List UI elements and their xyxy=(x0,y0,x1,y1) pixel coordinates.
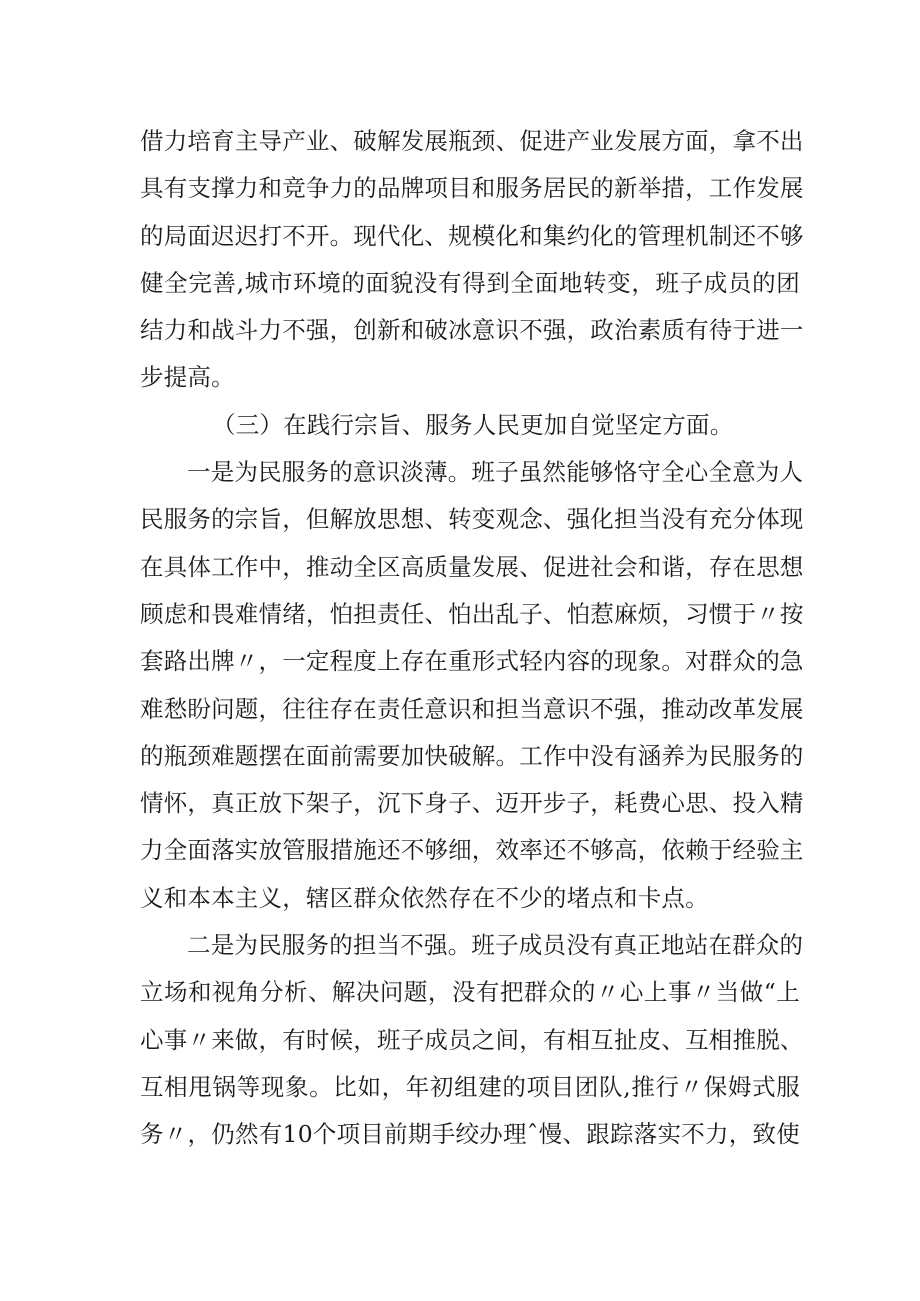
text-line: 在具体工作中，推动全区高质量发展、促进社会和谐，存在思想 xyxy=(140,552,804,581)
text-line: 健全完善,城市环境的面貌没有得到全面地转变，班子成员的团 xyxy=(140,268,800,297)
text-line: 借力培育主导产业、破解发展瓶颈、促进产业发展方面，拿不出 xyxy=(140,127,804,155)
text-line: 步提高。 xyxy=(140,363,235,392)
text-line: 具有支撑力和竞争力的品牌项目和服务居民的新举措，工作发展 xyxy=(140,174,804,203)
text-line: 套路出牌〃，一定程度上存在重形式轻内容的现象。对群众的急 xyxy=(140,647,804,676)
document-body xyxy=(140,118,804,1159)
text-line: 心事〃来做，有时候，班子成员之间，有相互扯皮、互相推脱、 xyxy=(140,1025,804,1054)
text-line: 的局面迟迟打不开。现代化、规模化和集约化的管理机制还不够 xyxy=(140,221,804,250)
text-line: 顾虑和畏难情绪，怕担责任、怕出乱子、怕惹麻烦，习惯于〃按 xyxy=(140,599,804,628)
text-line: 互相甩锅等现象。比如，年初组建的项目团队,推行〃保姆式服 xyxy=(140,1072,800,1101)
text-line: 立场和视角分析、解决问题，没有把群众的〃心上事〃当做“上 xyxy=(140,978,800,1007)
section-heading xyxy=(140,402,800,449)
text-line: 二是为民服务的担当不强。班子成员没有真正地站在群众的 xyxy=(187,931,804,960)
text-line: 结力和战斗力不强，创新和破冰意识不强，政治素质有待于进一 xyxy=(140,316,804,345)
text-line: 力全面落实放管服措施还不够细，效率还不够高，依赖于经验主 xyxy=(140,836,804,865)
text-line: 的瓶颈难题摆在面前需要加快破解。工作中没有涵养为民服务的 xyxy=(140,741,804,770)
text-line: 一是为民服务的意识淡薄。班子虽然能够恪守全心全意为人 xyxy=(187,458,804,487)
text-line: 义和本本主义，辖区群众依然存在不少的堵点和卡点。 xyxy=(140,883,709,912)
body-paragraph xyxy=(140,922,804,1158)
text-line: 民服务的宗旨，但解放思想、转变观念、强化担当没有充分体现 xyxy=(140,505,804,534)
text-line: 情怀，真正放下架子，沉下身子、迈开步子，耗费心思、投入精 xyxy=(140,789,804,818)
continuation-paragraph xyxy=(140,118,804,402)
text-line: 务〃，仍然有10个项目前期手绞办理ˆ慢、跟踪落实不力，致使 xyxy=(140,1120,800,1149)
text-line: 难愁盼问题，往往存在责任意识和担当意识不强，推动改革发展 xyxy=(140,694,804,723)
heading-line: （三）在践行宗旨、服务人民更加自觉坚定方面。 xyxy=(212,410,734,439)
body-paragraph xyxy=(140,449,804,922)
